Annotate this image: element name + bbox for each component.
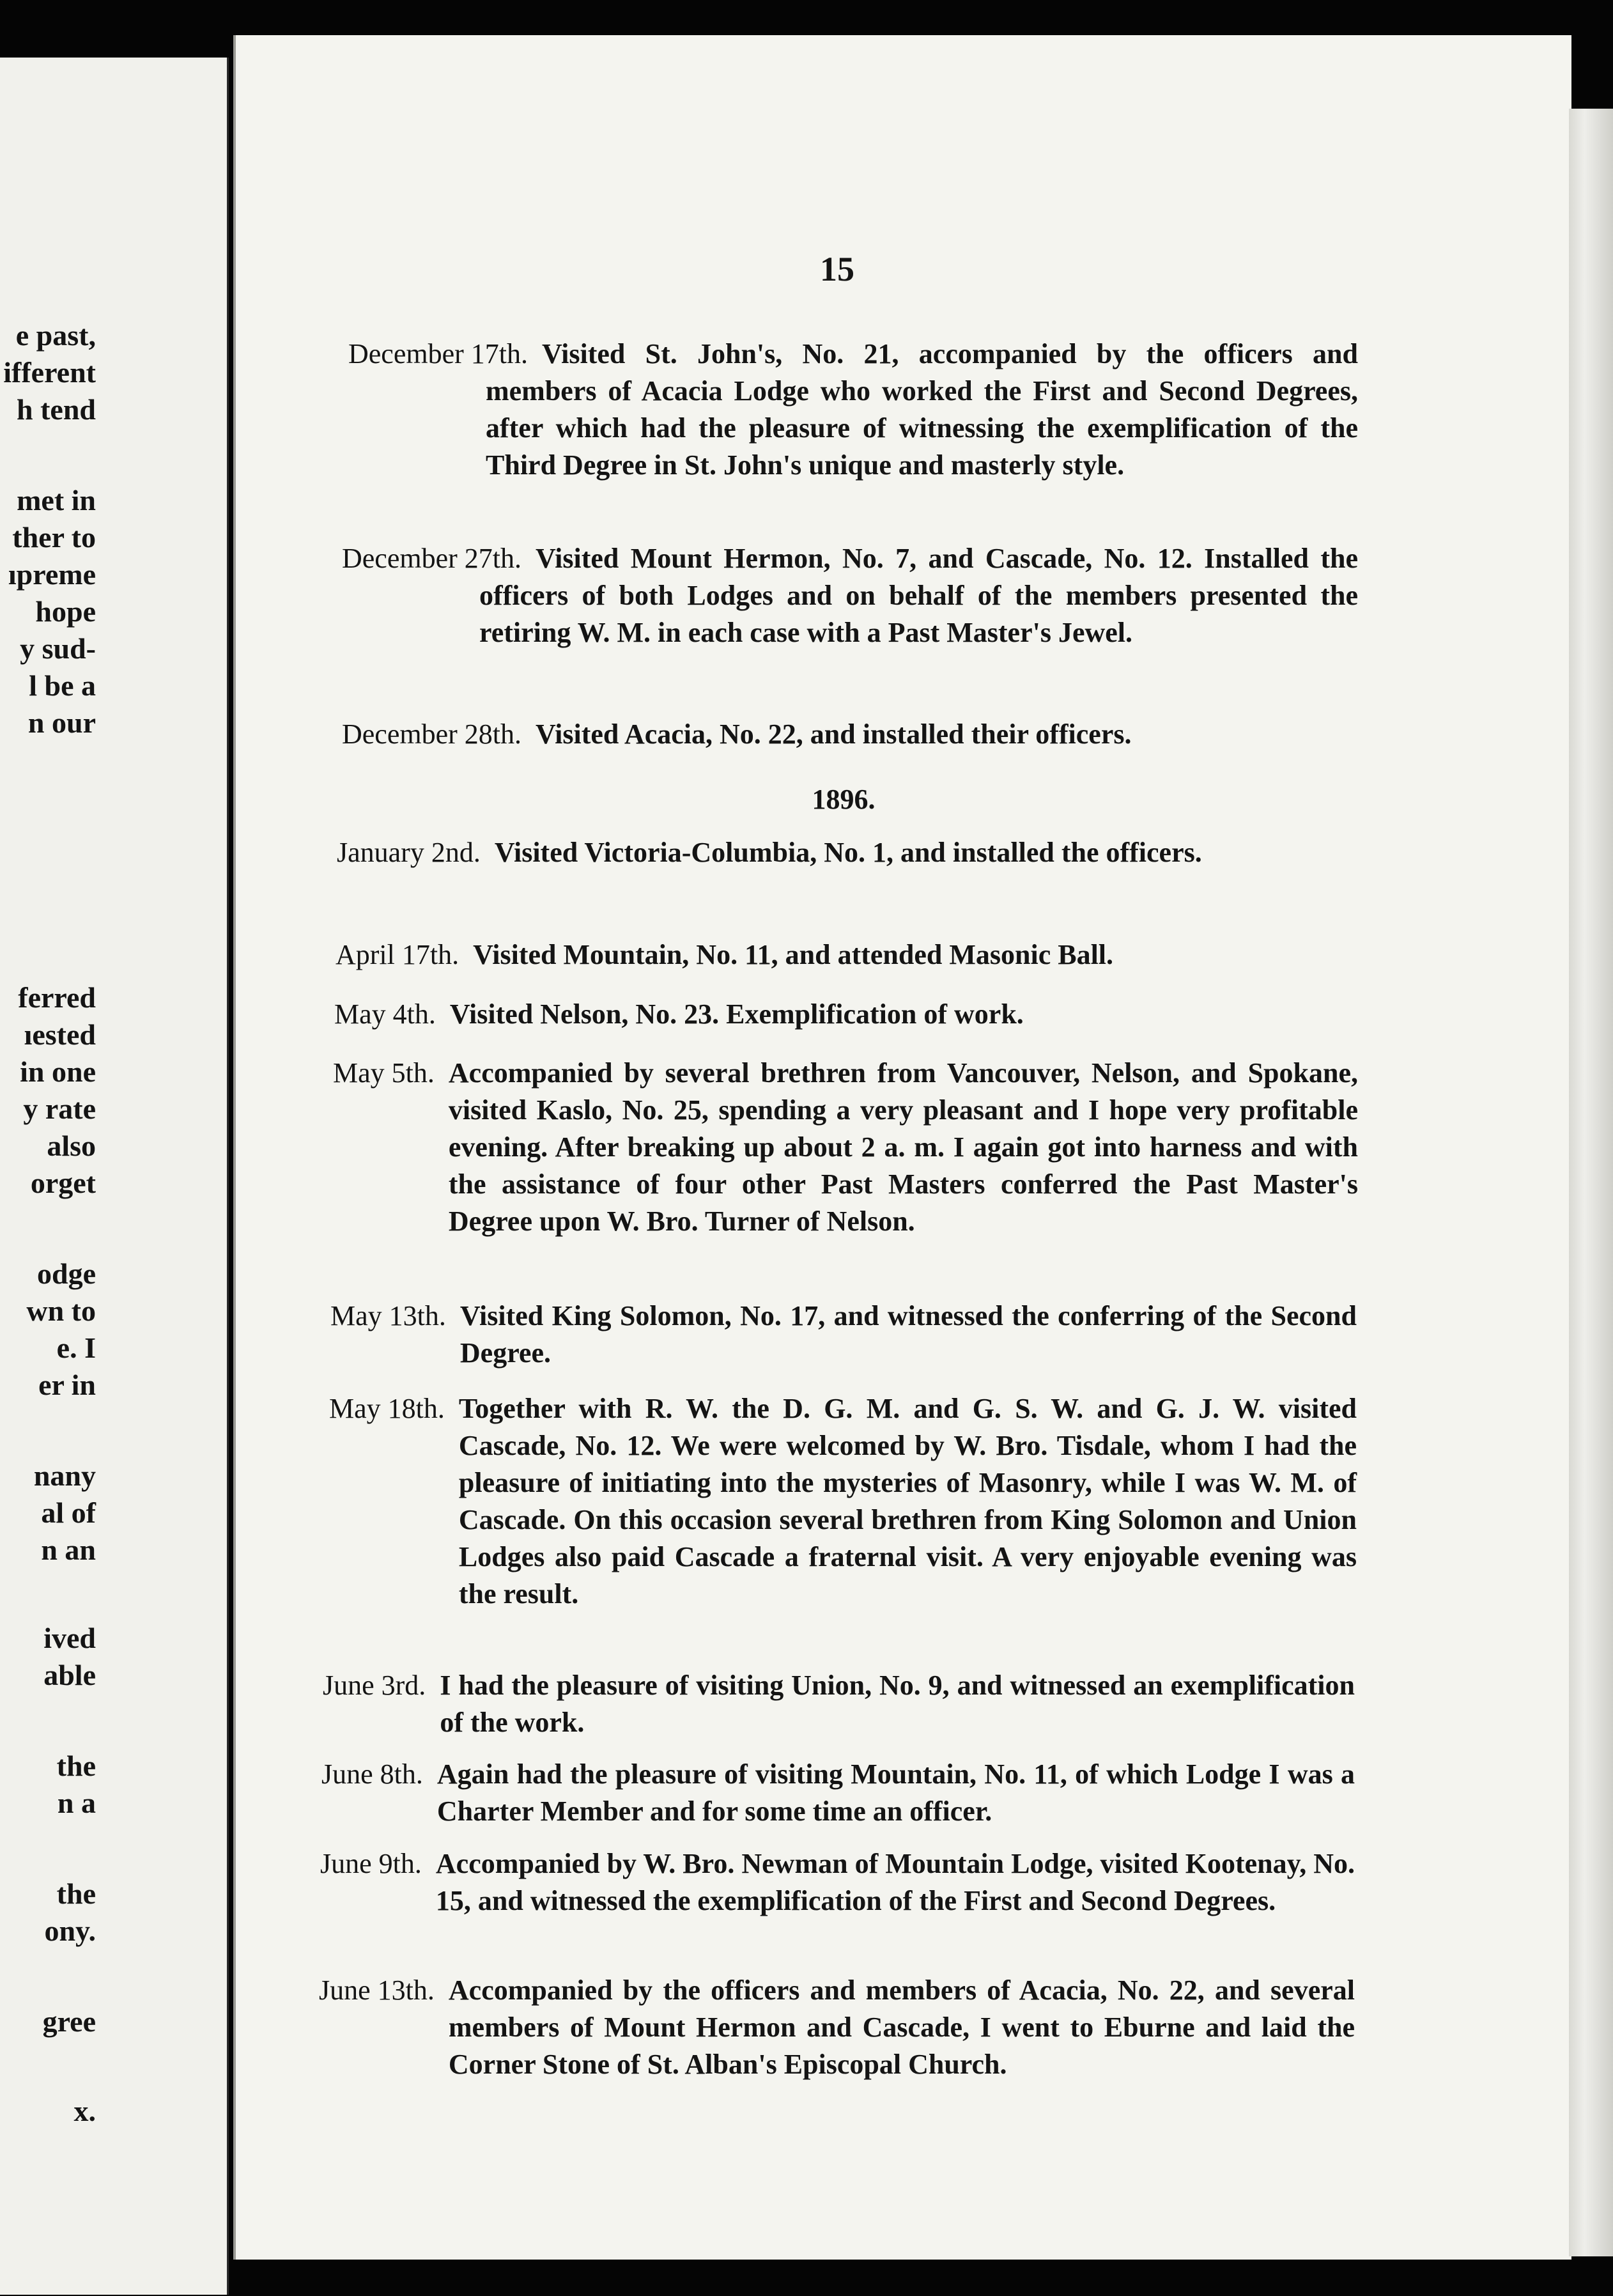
entry-text: Again had the pleasure of visiting Mountain, No. 11, of which Lodge I was a Charter Member and for some time an officer. — [436, 1758, 1355, 1827]
left-page-fragment: odge — [37, 1257, 96, 1290]
left-page-fragment: in one — [20, 1055, 96, 1088]
entry-date: June 8th. — [321, 1758, 423, 1790]
left-page-fragment: er in — [38, 1369, 96, 1401]
entry-date: December 28th. — [342, 718, 521, 750]
entry-text: Accompanied by several brethren from Vancouver, Nelson, and Spokane, visited Kaslo, No. 25, spending a very pleasant and I hope very profitable evening. After breaking up about 2 a. m. I again got into harness and with the assistance of four other Past Masters conferred the Past Master's Degree upon W. Bro. Turner of Nelson. — [448, 1057, 1358, 1237]
entry-date: May 4th. — [334, 998, 436, 1030]
left-page-fragment: also — [47, 1129, 96, 1162]
left-page-fragment: wn to — [26, 1294, 96, 1327]
entry-date: June 3rd. — [323, 1670, 426, 1701]
entry-text: Visited Mount Hermon, No. 7, and Cascade, No. 12. Installed the officers of both Lodges and on behalf of the members presented the retiring W. M. in each case with a Past Master's Jewel. — [479, 543, 1358, 648]
entry-date: May 5th. — [333, 1057, 435, 1089]
entry-date: December 27th. — [342, 543, 521, 574]
page-edge-shadow — [1569, 109, 1613, 2256]
entry-date: June 13th. — [319, 1974, 435, 2006]
entry-date: April 17th. — [336, 939, 459, 970]
left-page-fragment: ferred — [18, 981, 96, 1014]
entry-text: Together with R. W. the D. G. M. and G. S. W. and G. J. W. visited Cascade, No. 12. We were welcomed by W. Bro. Tisdale, whom I had the pleasure of initiating into the mysteries of Masonry, while I was W. M. of Cascade. On this occasion several brethren from King Solomon and Union Lodges also paid Cascade a fraternal visit. A very enjoyable evening was the result. — [458, 1393, 1357, 1610]
left-page-fragment: orget — [30, 1167, 96, 1199]
left-page-fragment: ifferent — [3, 356, 96, 389]
entry-text: Accompanied by the officers and members of Acacia, No. 22, and several members of Mount Hermon and Cascade, I went to Eburne and laid the Corner Stone of St. Alban's Episcopal Church. — [448, 1974, 1355, 2080]
left-page-fragment: x. — [73, 2095, 96, 2127]
entry-text: Visited Acacia, No. 22, and installed their officers. — [536, 718, 1132, 750]
entry-date: May 13th. — [330, 1300, 446, 1331]
entry-text: Accompanied by W. Bro. Newman of Mountain Lodge, visited Kootenay, No. 15, and witnessed the exemplification of the First and Second Degrees. — [435, 1848, 1355, 1916]
entry-date: June 9th. — [320, 1848, 422, 1879]
left-page-fragment: ıested — [24, 1018, 96, 1051]
left-page-fragment: al of — [41, 1496, 96, 1529]
left-page-fragment: nany — [33, 1459, 96, 1492]
entry-text: Visited Victoria-Columbia, No. 1, and installed the officers. — [494, 837, 1202, 868]
left-page-fragment: e past, — [15, 319, 96, 352]
left-page-fragment: met in — [17, 484, 96, 516]
entry-text: Visited Nelson, No. 23. Exemplification of work. — [449, 998, 1024, 1030]
left-page-fragment: n our — [27, 706, 96, 739]
left-page-fragment: h tend — [17, 393, 96, 426]
entry-date: December 17th. — [348, 338, 528, 369]
left-page-fragment: hope — [35, 595, 96, 628]
entry-text: Visited King Solomon, No. 17, and witnessed the conferring of the Second Degree. — [459, 1300, 1357, 1369]
entry-text: Visited Mountain, No. 11, and attended Masonic Ball. — [473, 939, 1114, 970]
entry-date: May 18th. — [329, 1393, 445, 1424]
left-page-fragment: n a — [57, 1787, 96, 1819]
left-page-fragment: the — [56, 1877, 96, 1910]
entry-date: January 2nd. — [337, 837, 481, 868]
left-page-fragment: ther to — [12, 521, 96, 554]
entry-text: I had the pleasure of visiting Union, No. 9, and witnessed an exemplification of the work. — [440, 1670, 1355, 1738]
left-page-fragment: y sud- — [20, 632, 96, 665]
left-page-fragment: ived — [43, 1622, 96, 1654]
left-page-fragment: ıpreme — [8, 558, 96, 591]
left-page-fragment: the — [56, 1749, 96, 1782]
left-page-fragment: y rate — [23, 1092, 96, 1125]
left-page-fragment: able — [43, 1659, 96, 1691]
left-page-fragment: ony. — [44, 1914, 96, 1947]
left-page-fragment: gree — [42, 2005, 96, 2038]
left-page-fragment: l be a — [29, 669, 96, 702]
entry-text: Visited St. John's, No. 21, accompanied by the officers and members of Acacia Lodge who worked the First and Second Degrees, after which had the pleasure of witnessing the exemplification of the Third Degree in St. John's unique and masterly style. — [486, 338, 1358, 481]
left-page-fragment: e. I — [56, 1331, 96, 1364]
adjacent-left-page — [0, 58, 229, 2295]
year-heading: 1896. — [812, 784, 876, 815]
left-page-fragment: n an — [41, 1533, 96, 1566]
page-number: 15 — [820, 250, 854, 288]
